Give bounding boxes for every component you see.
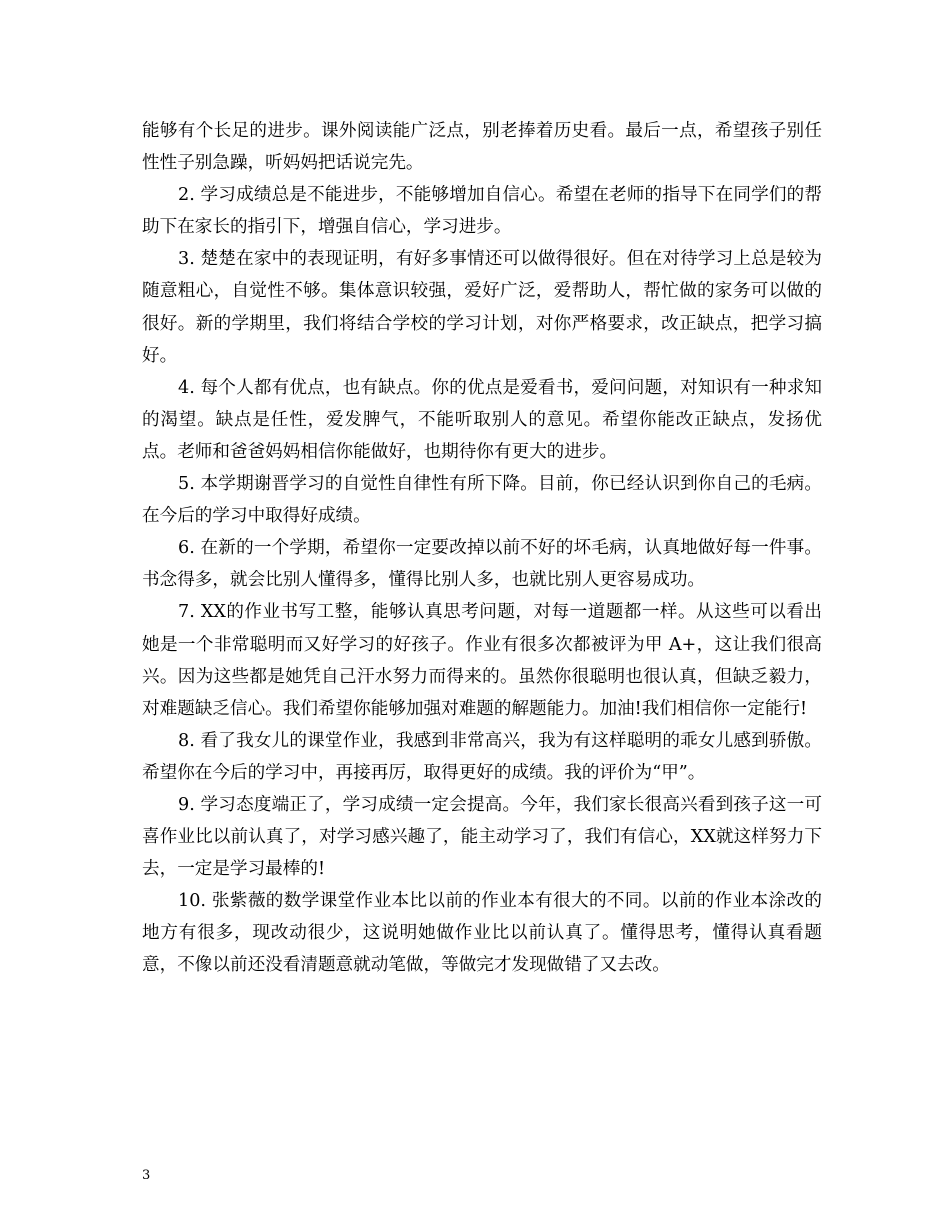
comment-paragraph-4: 4. 每个人都有优点，也有缺点。你的优点是爱看书，爱问问题，对知识有一种求知的渴望。缺点是任性，爱发脾气，不能听取别人的意见。希望你能改正缺点，发扬优点。老师和爸爸妈妈相信你能做好，也期待你有更大的进步。	[142, 377, 822, 462]
paragraph-continuation: 能够有个长足的进步。课外阅读能广泛点，别老捧着历史看。最后一点，希望孩子别任性性子别急躁，听妈妈把话说完先。	[142, 121, 822, 174]
comment-paragraph-9: 9. 学习态度端正了，学习成绩一定会提高。今年，我们家长很高兴看到孩子这一可喜作业比以前认真了，对学习感兴趣了，能主动学习了，我们有信心，XX就这样努力下去，一定是学习最棒的!	[142, 794, 822, 880]
comment-paragraph-5: 5. 本学期谢晋学习的自觉性自律性有所下降。目前，你已经认识到你自己的毛病。在今后的学习中取得好成绩。	[142, 474, 822, 527]
comment-paragraph-2: 2. 学习成绩总是不能进步，不能够增加自信心。希望在老师的指导下在同学们的帮助下在家长的指引下，增强自信心，学习进步。	[142, 185, 822, 238]
comment-paragraph-3: 3. 楚楚在家中的表现证明，有好多事情还可以做得很好。但在对待学习上总是较为随意粗心，自觉性不够。集体意识较强，爱好广泛，爱帮助人，帮忙做的家务可以做的很好。新的学期里，我们将结合学校的学习计划，对你严格要求，改正缺点，把学习搞好。	[142, 249, 822, 366]
comment-paragraph-8: 8. 看了我女儿的课堂作业，我感到非常高兴，我为有这样聪明的乖女儿感到骄傲。希望你在今后的学习中，再接再厉，取得更好的成绩。我的评价为“甲”。	[142, 730, 822, 783]
comment-paragraph-7: 7. XX的作业书写工整，能够认真思考问题，对每一道题都一样。从这些可以看出她是一个非常聪明而又好学习的好孩子。作业有很多次都被评为甲 A+，这让我们很高兴。因为这些都是她凭自己汗水努力而得来的。虽然你很聪明也很认真，但缺乏毅力，对难题缺乏信心。我们希望你能够加强对难题的解题能力。加油!我们相信你一定能行!	[142, 602, 822, 719]
comment-paragraph-10: 10. 张紫薇的数学课堂作业本比以前的作业本有很大的不同。以前的作业本涂改的地方有很多，现改动很少，这说明她做作业比以前认真了。懂得思考，懂得认真看题意，不像以前还没看清题意就动笔做，等做完才发现做错了又去改。	[142, 891, 822, 976]
page-number: 3	[142, 1168, 151, 1183]
body-text	[142, 115, 822, 982]
comment-paragraph-6: 6. 在新的一个学期，希望你一定要改掉以前不好的坏毛病，认真地做好每一件事。书念得多，就会比别人懂得多，懂得比别人多，也就比别人更容易成功。	[142, 538, 822, 591]
